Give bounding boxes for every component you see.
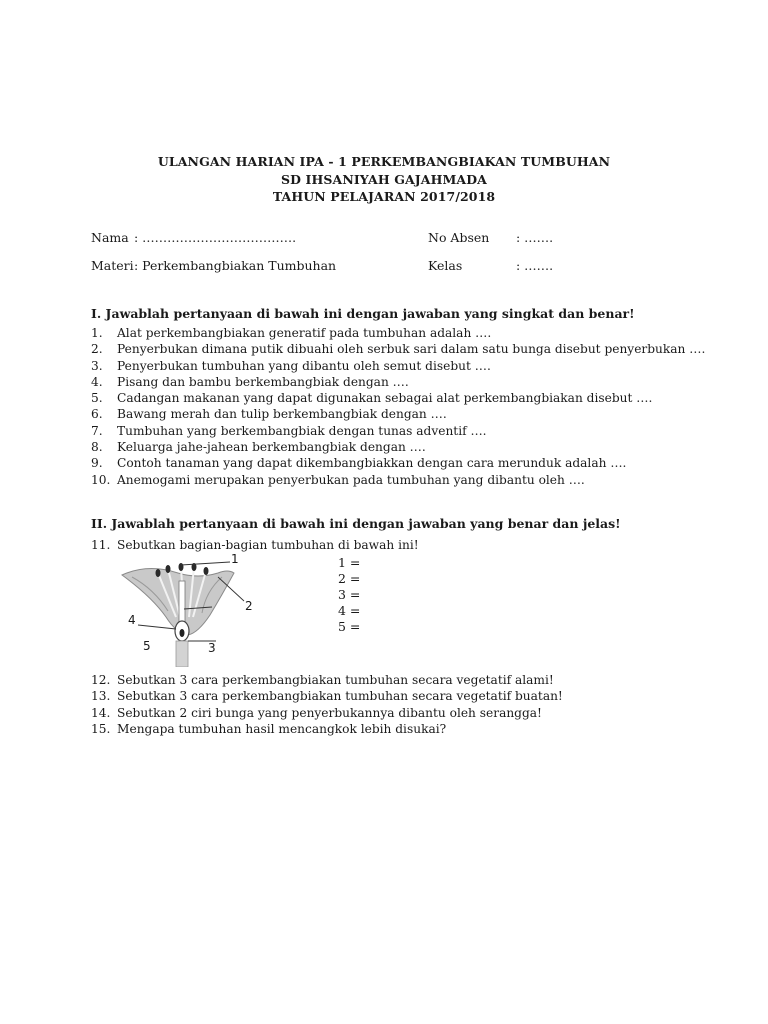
question-row bbox=[91, 390, 711, 406]
question-number: 10. bbox=[91, 472, 111, 487]
figure-label-3: 3 bbox=[208, 641, 216, 655]
question-11 bbox=[91, 537, 711, 553]
question-text: Bawang merah dan tulip berkembangbiak dengan …. bbox=[117, 407, 447, 422]
question-text: Cadangan makanan yang dapat digunakan sebagai alat perkembangbiakan disebut …. bbox=[117, 391, 653, 406]
section-2-title: II. Jawablah pertanyaan di bawah ini dengan jawaban yang benar dan jelas! bbox=[91, 516, 621, 531]
question-row bbox=[91, 423, 711, 439]
question-number: 9. bbox=[91, 456, 103, 471]
question-number: 14. bbox=[91, 705, 111, 720]
document-title: ULANGAN HARIAN IPA - 1 PERKEMBANGBIAKAN TUMBUHAN bbox=[157, 154, 611, 169]
section-2-questions bbox=[91, 672, 711, 737]
flower-diagram bbox=[118, 552, 278, 667]
question-text: Sebutkan 2 ciri bunga yang penyerbukannya dibantu oleh serangga! bbox=[117, 705, 542, 720]
answer-line-2: 2 = bbox=[338, 571, 361, 586]
answer-line-4: 4 = bbox=[338, 603, 361, 618]
kelas-label: Kelas bbox=[428, 258, 463, 273]
nama-field: : ………………………………. bbox=[134, 230, 297, 245]
question-number: 1. bbox=[91, 326, 103, 340]
question-text: Mengapa tumbuhan hasil mencangkok lebih disukai? bbox=[117, 721, 447, 736]
materi-field: : Perkembangbiakan Tumbuhan bbox=[134, 258, 337, 273]
question-number: 11. bbox=[91, 538, 111, 552]
section-1-title: I. Jawablah pertanyaan di bawah ini dengan jawaban yang singkat dan benar! bbox=[91, 306, 635, 321]
section-1-questions bbox=[91, 325, 711, 488]
question-text: Penyerbukan tumbuhan yang dibantu oleh semut disebut …. bbox=[117, 358, 491, 373]
answer-line-3: 3 = bbox=[338, 587, 361, 602]
question-number: 8. bbox=[91, 440, 103, 455]
question-row bbox=[91, 537, 711, 553]
materi-label: Materi bbox=[91, 258, 134, 273]
figure-label-1: 1 bbox=[231, 552, 239, 566]
school-name: SD IHSANIYAH GAJAHMADA bbox=[281, 171, 487, 187]
question-number: 3. bbox=[91, 358, 103, 373]
question-text: Sebutkan bagian-bagian tumbuhan di bawah ini! bbox=[117, 538, 419, 552]
question-row bbox=[91, 439, 711, 455]
question-text: Keluarga jahe-jahean berkembangbiak dengan …. bbox=[117, 440, 426, 455]
question-row bbox=[91, 472, 711, 488]
question-number: 5. bbox=[91, 391, 103, 406]
school-year: TAHUN PELAJARAN 2017/2018 bbox=[272, 189, 496, 204]
absen-label: No Absen bbox=[428, 230, 490, 245]
question-text: Pisang dan bambu berkembangbiak dengan …. bbox=[117, 374, 409, 389]
question-row bbox=[91, 325, 711, 341]
nama-label: Nama bbox=[91, 230, 129, 245]
question-number: 7. bbox=[91, 423, 103, 438]
question-row bbox=[91, 688, 711, 704]
figure-label-2: 2 bbox=[245, 599, 253, 613]
question-row bbox=[91, 374, 711, 390]
question-text: Tumbuhan yang berkembangbiak dengan tunas adventif …. bbox=[117, 423, 487, 438]
question-row bbox=[91, 341, 711, 357]
question-row bbox=[91, 721, 711, 737]
question-number: 12. bbox=[91, 673, 111, 687]
figure-label-4: 4 bbox=[128, 613, 136, 627]
question-text: Alat perkembangbiakan generatif pada tumbuhan adalah …. bbox=[117, 326, 492, 340]
question-number: 15. bbox=[91, 721, 111, 736]
figure-label-5: 5 bbox=[143, 639, 151, 653]
question-number: 6. bbox=[91, 407, 103, 422]
question-text: Contoh tanaman yang dapat dikembangbiakkan dengan cara merunduk adalah …. bbox=[117, 456, 627, 471]
flower-illustration bbox=[118, 555, 278, 667]
question-row bbox=[91, 455, 711, 471]
answer-line-5: 5 = bbox=[338, 619, 361, 634]
question-row bbox=[91, 705, 711, 721]
question-number: 2. bbox=[91, 342, 103, 357]
question-text: Anemogami merupakan penyerbukan pada tumbuhan yang dibantu oleh …. bbox=[117, 472, 585, 487]
question-number: 4. bbox=[91, 374, 103, 389]
question-row bbox=[91, 358, 711, 374]
question-text: Sebutkan 3 cara perkembangbiakan tumbuhan secara vegetatif buatan! bbox=[117, 689, 563, 704]
question-row bbox=[91, 672, 711, 688]
question-row bbox=[91, 406, 711, 422]
absen-field: : ……. bbox=[516, 230, 554, 245]
document-header bbox=[0, 153, 768, 206]
question-number: 13. bbox=[91, 689, 111, 704]
question-text: Sebutkan 3 cara perkembangbiakan tumbuhan secara vegetatif alami! bbox=[117, 673, 554, 687]
question-text: Penyerbukan dimana putik dibuahi oleh serbuk sari dalam satu bunga disebut penyerbukan …. bbox=[117, 342, 706, 357]
answer-line-1: 1 = bbox=[338, 555, 361, 570]
kelas-field: : ……. bbox=[516, 258, 554, 273]
